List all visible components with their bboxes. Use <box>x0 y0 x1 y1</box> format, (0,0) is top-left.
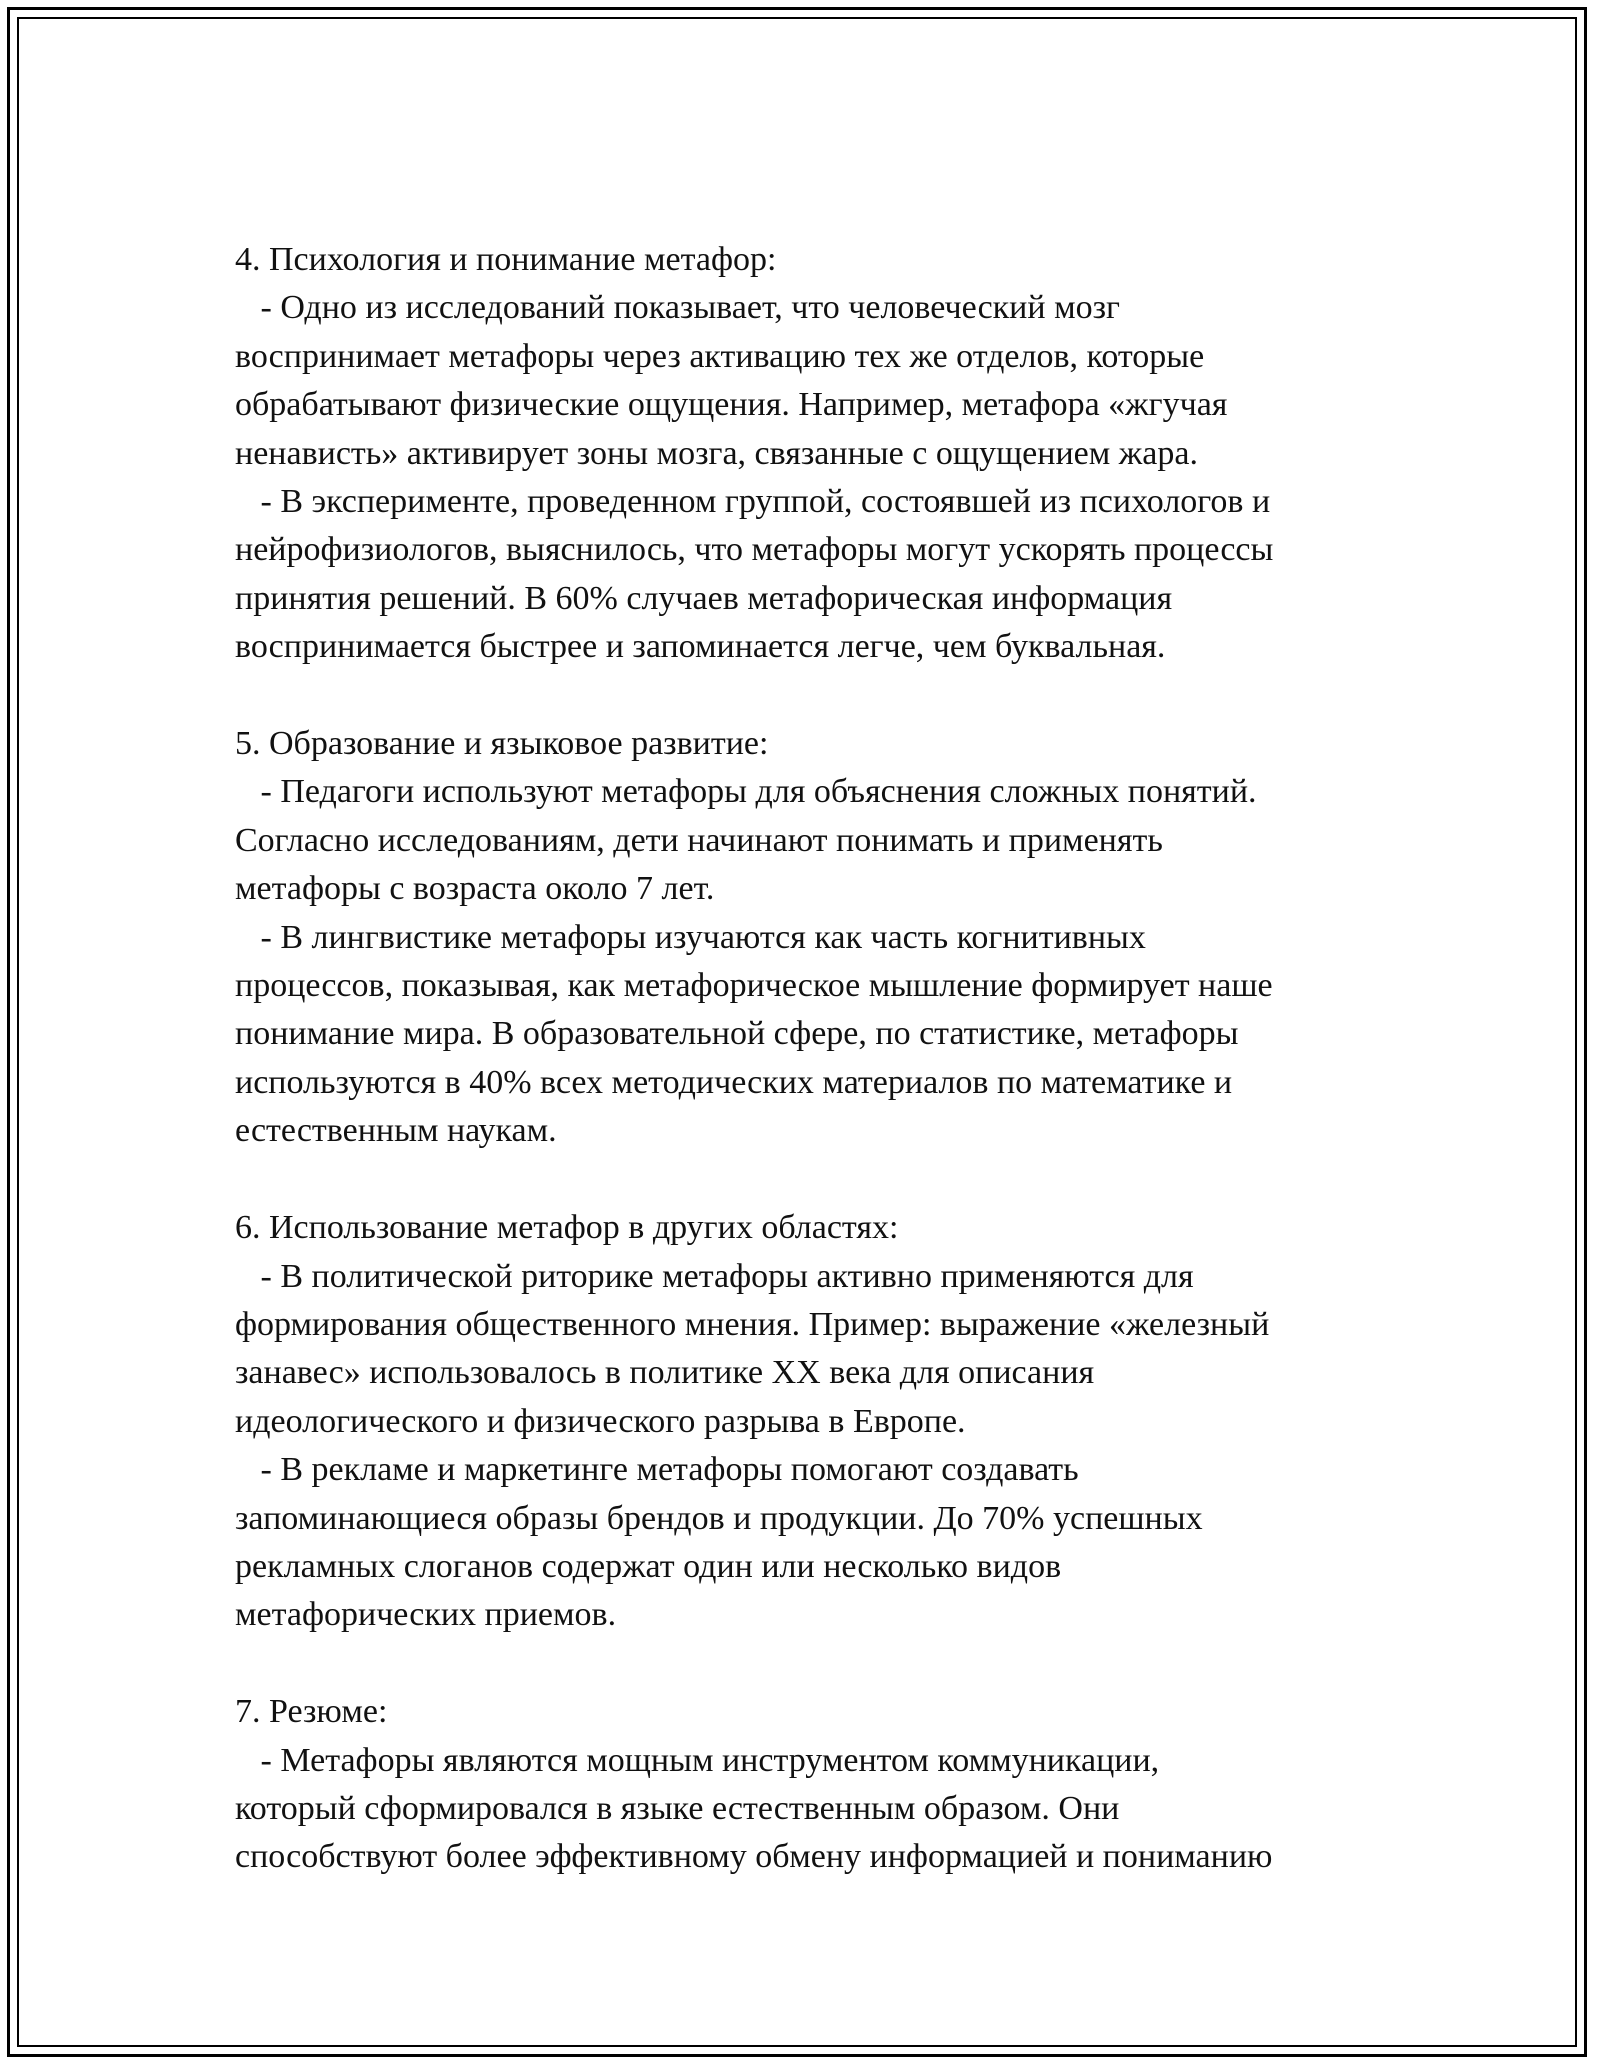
text-line: понимание мира. В образовательной сфере, по статистике, метафоры <box>235 1015 1239 1053</box>
text-line: ненависть» активирует зоны мозга, связанные с ощущением жара. <box>235 434 1198 472</box>
text-line: метафоры с возраста около 7 лет. <box>235 870 715 908</box>
text-line: - В рекламе и маркетинге метафоры помогают создавать <box>235 1451 1079 1489</box>
text-line: способствуют более эффективному обмену информацией и пониманию <box>235 1838 1273 1876</box>
text-line: метафорических приемов. <box>235 1596 617 1634</box>
document-body <box>235 236 1395 1882</box>
text-line: естественным наукам. <box>235 1112 557 1150</box>
text-line: - В политической риторике метафоры активно применяются для <box>235 1257 1194 1295</box>
text-line: обрабатывают физические ощущения. Например, метафора «жгучая <box>235 386 1228 424</box>
text-line: запоминающиеся образы брендов и продукции. До 70% успешных <box>235 1499 1203 1537</box>
section-education <box>235 720 1395 1156</box>
text-line: Согласно исследованиям, дети начинают понимать и применять <box>235 821 1163 859</box>
text-line: - Педагоги используют метафоры для объяснения сложных понятий. <box>235 773 1257 811</box>
text-line: используются в 40% всех методических материалов по математике и <box>235 1063 1233 1101</box>
text-line: который сформировался в языке естественным образом. Они <box>235 1789 1120 1827</box>
text-line: идеологического и физического разрыва в Европе. <box>235 1402 966 1440</box>
text-line: принятия решений. В 60% случаев метафорическая информация <box>235 579 1173 617</box>
section-heading: 6. Использование метафор в других областях: <box>235 1209 899 1247</box>
section-heading: 4. Психология и понимание метафор: <box>235 241 777 278</box>
text-line: - Метафоры являются мощным инструментом коммуникации, <box>235 1741 1160 1779</box>
text-line: воспринимает метафоры через активацию тех же отделов, которые <box>235 337 1205 375</box>
text-line: занавес» использовалось в политике XX века для описания <box>235 1354 1095 1392</box>
section-psychology <box>235 236 1395 672</box>
text-line: - Одно из исследований показывает, что человеческий мозг <box>235 289 1120 327</box>
section-summary <box>235 1688 1395 1882</box>
text-line: воспринимается быстрее и запоминается легче, чем буквальная. <box>235 628 1166 666</box>
section-heading: 5. Образование и языковое развитие: <box>235 725 769 763</box>
text-line: процессов, показывая, как метафорическое мышление формирует наше <box>235 967 1273 1005</box>
text-line: - В эксперименте, проведенном группой, состоявшей из психологов и <box>235 483 1271 521</box>
section-heading: 7. Резюме: <box>235 1693 388 1731</box>
text-line: формирования общественного мнения. Пример: выражение «железный <box>235 1305 1270 1343</box>
section-other-areas <box>235 1204 1395 1640</box>
text-line: рекламных слоганов содержат один или несколько видов <box>235 1547 1062 1585</box>
text-line: нейрофизиологов, выяснилось, что метафоры могут ускорять процессы <box>235 531 1274 569</box>
text-line: - В лингвистике метафоры изучаются как часть когнитивных <box>235 918 1146 956</box>
